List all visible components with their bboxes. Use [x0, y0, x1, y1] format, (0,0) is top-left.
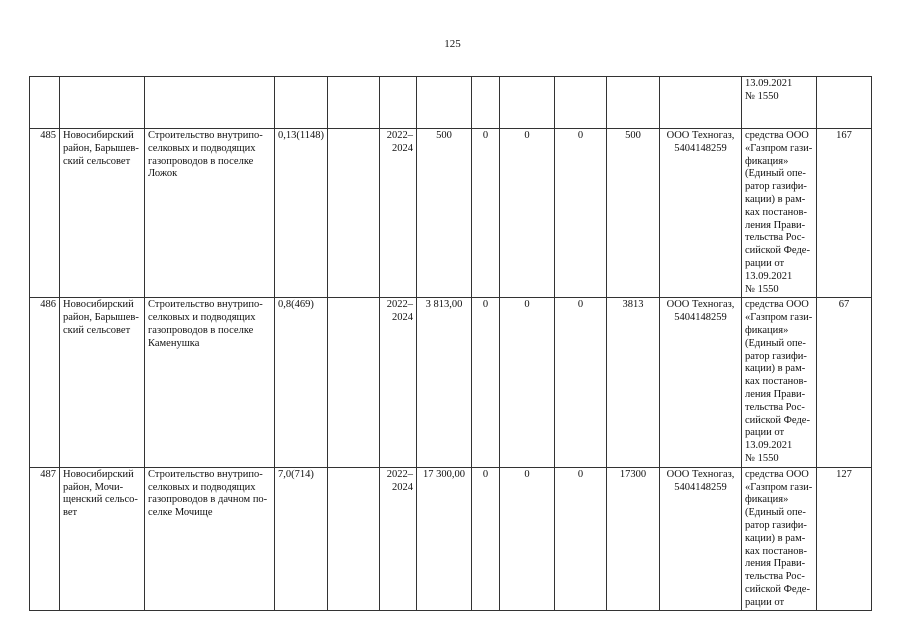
cell-length: [275, 77, 328, 129]
cell-v1: 0: [472, 467, 500, 611]
cell-executor: ООО Техногаз, 5404148259: [660, 129, 742, 298]
cell-length: 7,0(714): [275, 467, 328, 611]
cell-last: [817, 77, 872, 129]
cell-v4: 3813: [607, 298, 660, 467]
cell-period: 2022– 2024: [380, 298, 417, 467]
cell-total: 17 300,00: [417, 467, 472, 611]
cell-period: [380, 77, 417, 129]
cell-length: 0,8(469): [275, 298, 328, 467]
table-row: [30, 298, 872, 467]
cell-no: 485: [30, 129, 60, 298]
cell-object: [145, 77, 275, 129]
cell-object: Строительство внутрипо- селковых и подводящих газопроводов в поселке Ложок: [145, 129, 275, 298]
cell-v2: 0: [500, 467, 555, 611]
cell-v2: 0: [500, 129, 555, 298]
cell-v3: 0: [555, 129, 607, 298]
cell-period: 2022– 2024: [380, 129, 417, 298]
cell-blank: [328, 77, 380, 129]
cell-executor: ООО Техногаз, 5404148259: [660, 467, 742, 611]
cell-period: 2022– 2024: [380, 467, 417, 611]
table-row-carry-over: [30, 77, 872, 129]
cell-v4: 500: [607, 129, 660, 298]
cell-funding: средства ООО «Газпром гази- фикация» (Единый опе- ратор газифи- кации) в рам- ках постанов- ления Прави- тельства Рос- сийской Феде- рации от 13.09.2021 № 1550: [742, 298, 817, 467]
cell-total: [417, 77, 472, 129]
cell-v3: 0: [555, 467, 607, 611]
cell-funding: 13.09.2021 № 1550: [742, 77, 817, 129]
cell-object: Строительство внутрипо- селковых и подводящих газопроводов в дачном по- селке Мочище: [145, 467, 275, 611]
cell-v2: 0: [500, 298, 555, 467]
cell-v4: [607, 77, 660, 129]
cell-no: 487: [30, 467, 60, 611]
cell-v1: [472, 77, 500, 129]
cell-district: [60, 77, 145, 129]
cell-blank: [328, 467, 380, 611]
cell-total: 3 813,00: [417, 298, 472, 467]
table-row: [30, 129, 872, 298]
cell-v4: 17300: [607, 467, 660, 611]
table-row: [30, 467, 872, 611]
cell-v3: 0: [555, 298, 607, 467]
cell-v1: 0: [472, 129, 500, 298]
cell-funding: средства ООО «Газпром гази- фикация» (Единый опе- ратор газифи- кации) в рам- ках постанов- ления Прави- тельства Рос- сийской Феде- рации от: [742, 467, 817, 611]
cell-blank: [328, 298, 380, 467]
cell-total: 500: [417, 129, 472, 298]
cell-no: 486: [30, 298, 60, 467]
cell-no: [30, 77, 60, 129]
cell-district: Новосибирский район, Барышев- ский сельсовет: [60, 298, 145, 467]
cell-v1: 0: [472, 298, 500, 467]
page-number: 125: [444, 38, 461, 50]
cell-district: Новосибирский район, Мочи- щенский сельсо- вет: [60, 467, 145, 611]
cell-v2: [500, 77, 555, 129]
cell-length: 0,13(1148): [275, 129, 328, 298]
cell-last: 67: [817, 298, 872, 467]
cell-last: 167: [817, 129, 872, 298]
cell-district: Новосибирский район, Барышев- ский сельсовет: [60, 129, 145, 298]
cell-executor: ООО Техногаз, 5404148259: [660, 298, 742, 467]
cell-object: Строительство внутрипо- селковых и подводящих газопроводов в поселке Каменушка: [145, 298, 275, 467]
gasification-table: [29, 76, 872, 611]
cell-v3: [555, 77, 607, 129]
cell-funding: средства ООО «Газпром гази- фикация» (Единый опе- ратор газифи- кации) в рам- ках постанов- ления Прави- тельства Рос- сийской Феде- рации от 13.09.2021 № 1550: [742, 129, 817, 298]
cell-last: 127: [817, 467, 872, 611]
cell-blank: [328, 129, 380, 298]
cell-executor: [660, 77, 742, 129]
